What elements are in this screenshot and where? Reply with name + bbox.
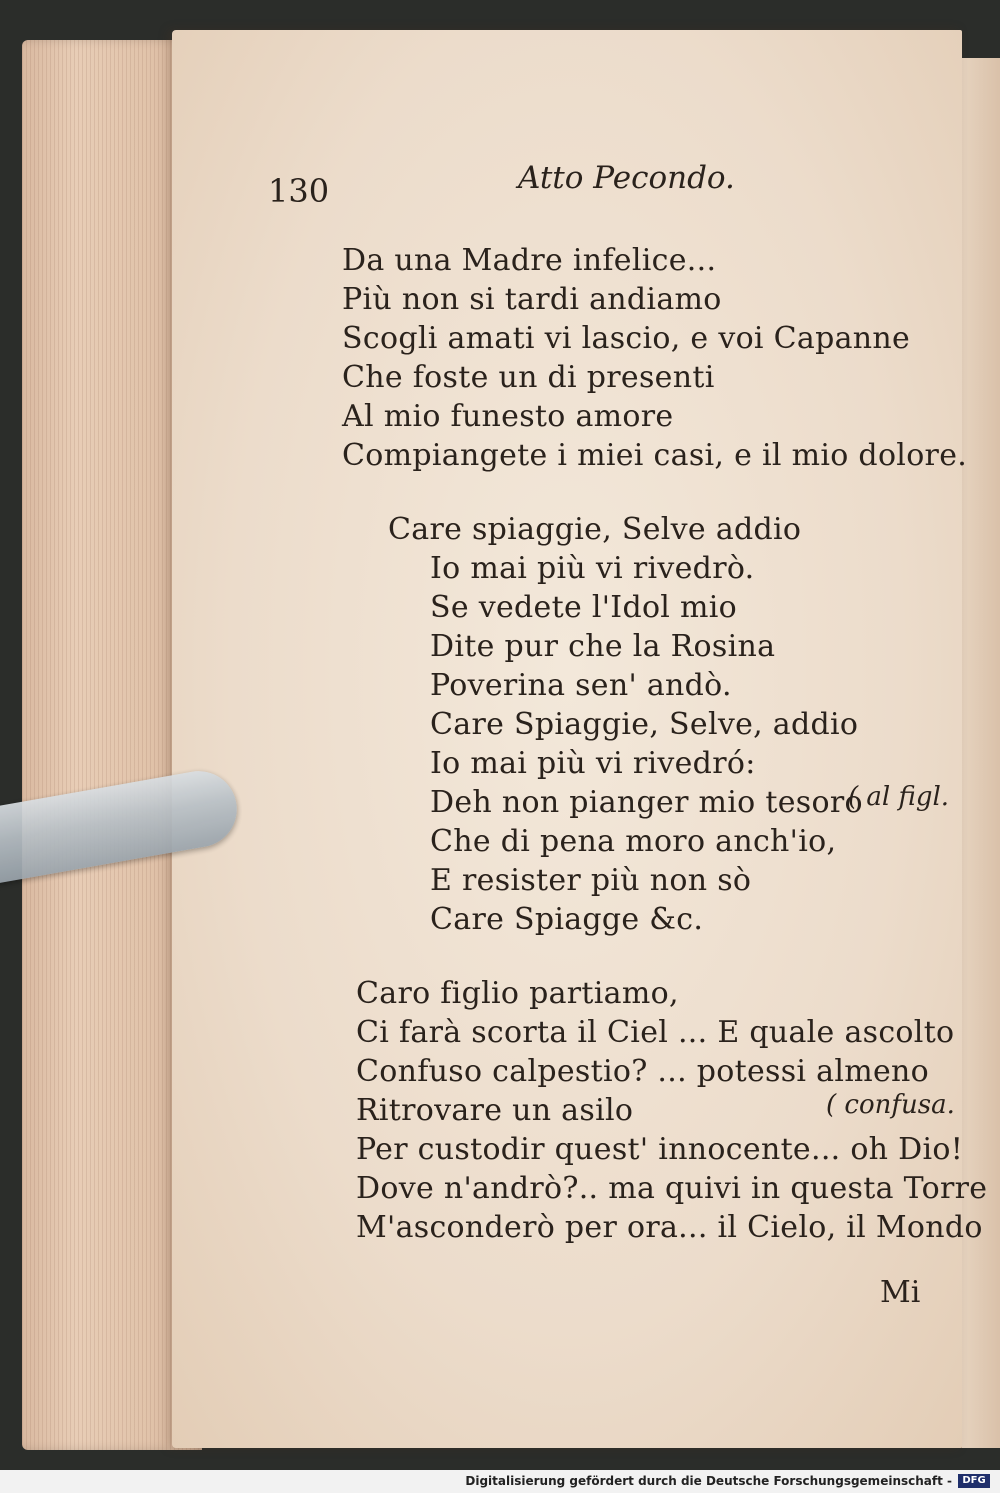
- verse-line: Scogli amati vi lascio, e voi Capanne: [342, 321, 911, 356]
- verse-line: Caro figlio partiamo,: [356, 976, 679, 1011]
- verse-line: Per custodir quest' innocente... oh Dio!: [356, 1132, 964, 1167]
- verse-line: M'asconderò per ora... il Cielo, il Mondo: [356, 1210, 983, 1245]
- page-number: 130: [268, 172, 330, 210]
- aria-line: E resister più non sò: [430, 863, 752, 898]
- aria-line: Care Spiaggie, Selve, addio: [430, 707, 859, 742]
- running-title: Atto Pecondo.: [518, 160, 735, 196]
- aria-line: Care Spiagge &c.: [430, 902, 704, 937]
- aria-line: Io mai più vi rivedrò.: [430, 551, 755, 586]
- aria-line: Se vedete l'Idol mio: [430, 590, 738, 625]
- verse-line: Al mio funesto amore: [342, 399, 674, 434]
- verse-line: Ci farà scorta il Ciel ... E quale ascolto: [356, 1015, 955, 1050]
- verse-line: Confuso calpestio? ... potessi almeno: [356, 1054, 930, 1089]
- aria-line: Poverina sen' andò.: [430, 668, 732, 703]
- verse-line: Dove n'andrò?.. ma quivi in questa Torre: [356, 1171, 988, 1206]
- dfg-logo: DFG: [958, 1474, 990, 1488]
- verse-line: Più non si tardi andiamo: [342, 282, 722, 317]
- stage-direction: ( al figl.: [848, 782, 950, 812]
- verse-line: Da una Madre infelice...: [342, 243, 717, 278]
- verse-line: Che foste un di presenti: [342, 360, 715, 395]
- aria-line: Deh non pianger mio tesoro: [430, 785, 863, 820]
- verse-line: Ritrovare un asilo: [356, 1093, 634, 1128]
- aria-line: Care spiaggie, Selve addio: [388, 512, 802, 547]
- aria-line: Che di pena moro anch'io,: [430, 824, 837, 859]
- aria-line: Io mai più vi rivedró:: [430, 746, 756, 781]
- aria-line: Dite pur che la Rosina: [430, 629, 776, 664]
- stage-direction: ( confusa.: [826, 1090, 955, 1120]
- verse-line: Compiangete i miei casi, e il mio dolore.: [342, 438, 968, 473]
- digitization-credit: Digitalisierung gefördert durch die Deutsche Forschungsgemeinschaft -: [465, 1474, 952, 1488]
- catchword: Mi: [880, 1275, 921, 1310]
